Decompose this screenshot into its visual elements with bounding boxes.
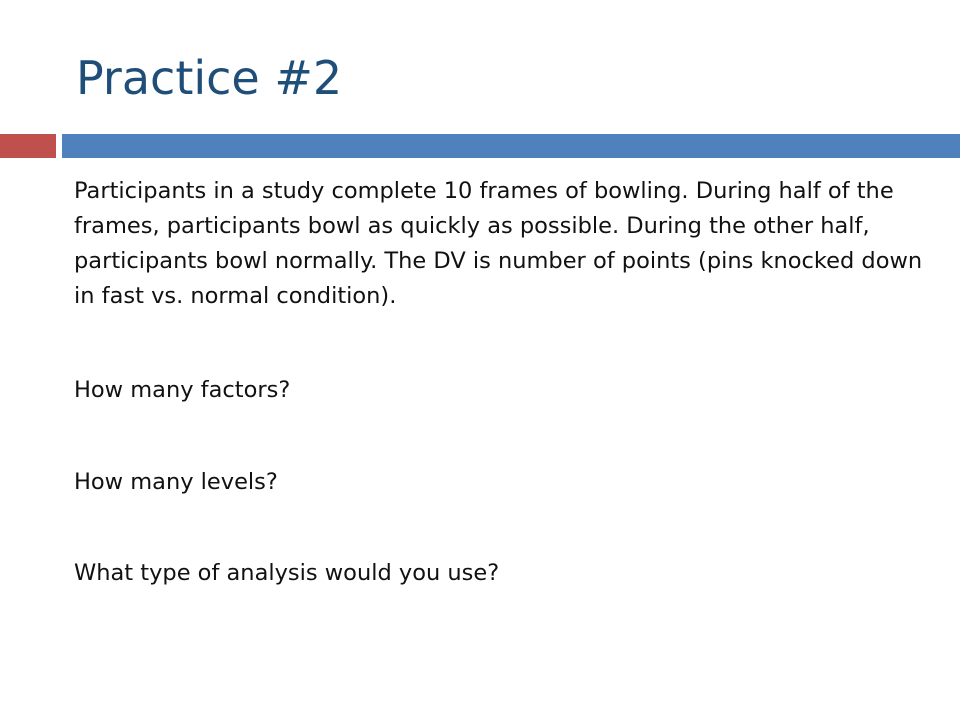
question-analysis: What type of analysis would you use? — [74, 560, 500, 586]
slide-body — [74, 174, 944, 314]
scenario-paragraph: Participants in a study complete 10 frames of bowling. During half of the frames, participants bowl as quickly as possible. During the other half, participants bowl normally. The DV is number of points (pins knocked down in fast vs. normal condition). — [74, 178, 923, 309]
title-underline-bar — [62, 134, 960, 158]
question-factors: How many factors? — [74, 377, 291, 403]
title-underline-left-accent — [0, 134, 56, 158]
slide-title: Practice #2 — [76, 51, 343, 105]
question-levels: How many levels? — [74, 469, 278, 495]
